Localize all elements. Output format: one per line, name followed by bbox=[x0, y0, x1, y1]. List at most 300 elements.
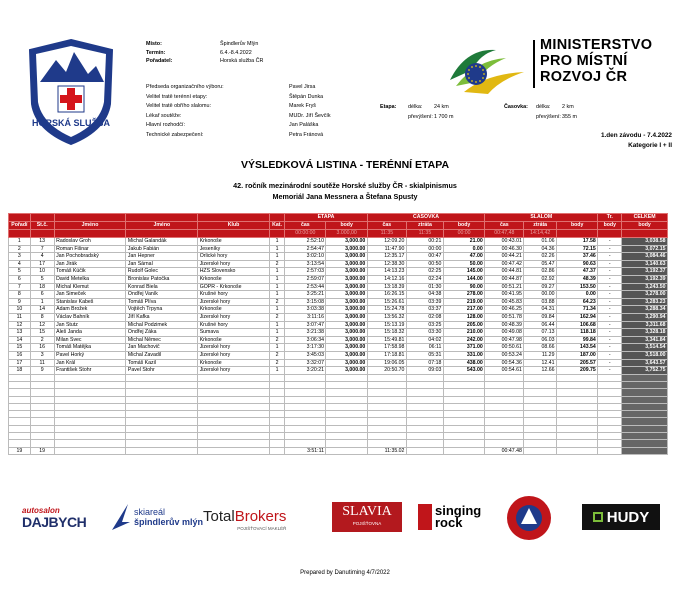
table-cell: 3,140.63 bbox=[622, 260, 668, 268]
table-cell: 1 bbox=[30, 298, 54, 306]
table-cell bbox=[30, 425, 54, 432]
table-cell bbox=[598, 447, 622, 455]
table-row bbox=[9, 238, 668, 246]
column-header: body bbox=[622, 222, 668, 230]
table-cell: Jan Hepner bbox=[126, 253, 198, 261]
sponsor-text: Brokers bbox=[234, 508, 287, 525]
page-title: VÝSLEDKOVÁ LISTINA - TERÉNNÍ ETAPA bbox=[240, 159, 450, 171]
table-cell bbox=[54, 403, 126, 410]
table-cell: Jizerské hory bbox=[198, 298, 270, 306]
table-cell bbox=[285, 425, 326, 432]
table-cell bbox=[54, 389, 126, 396]
table-cell: 15:26.61 bbox=[367, 298, 406, 306]
table-cell bbox=[326, 381, 367, 388]
table-cell bbox=[54, 425, 126, 432]
table-cell: Jan Šárnal bbox=[126, 260, 198, 268]
table-cell: 2 bbox=[269, 260, 284, 268]
table-cell: 11.29 bbox=[524, 351, 557, 359]
table-cell: 11:47.90 bbox=[367, 245, 406, 253]
table-cell: 17 bbox=[9, 359, 31, 367]
table-cell bbox=[598, 374, 622, 381]
etapa-delka: 24 km bbox=[434, 104, 449, 110]
table-cell: 3:21:38 bbox=[285, 329, 326, 337]
table-cell: GOPR - Krkonoše bbox=[198, 283, 270, 291]
ref-cell: 11:35 bbox=[367, 230, 406, 238]
table-row bbox=[9, 313, 668, 321]
table-cell: 209.75 bbox=[556, 367, 597, 375]
table-cell bbox=[406, 425, 443, 432]
group-slalom: SLALOM bbox=[485, 214, 598, 222]
table-row-empty bbox=[9, 418, 668, 425]
table-cell: 3,038.58 bbox=[622, 238, 668, 246]
table-cell bbox=[9, 381, 31, 388]
table-cell: 13 bbox=[30, 238, 54, 246]
table-cell: 3,192.39 bbox=[622, 275, 668, 283]
table-cell: 02:25 bbox=[406, 268, 443, 276]
table-cell: Krušné hory bbox=[198, 291, 270, 299]
table-row-empty bbox=[9, 396, 668, 403]
sponsor-text: DAJBYCH bbox=[22, 514, 87, 530]
table-cell: 3,192.37 bbox=[622, 268, 668, 276]
etapa-label: Etapa: bbox=[380, 104, 397, 110]
table-cell bbox=[485, 418, 524, 425]
table-cell bbox=[9, 425, 31, 432]
sponsor-dajbych bbox=[22, 506, 86, 529]
table-cell: Tomáš Kúčik bbox=[54, 268, 126, 276]
table-cell bbox=[485, 396, 524, 403]
table-cell: 371.00 bbox=[443, 344, 484, 352]
table-cell: Krkonoše bbox=[198, 275, 270, 283]
sponsor-text: HUDY bbox=[606, 508, 650, 526]
table-cell: 3,000.00 bbox=[326, 351, 367, 359]
table-cell: 3,288.34 bbox=[622, 306, 668, 314]
table-cell bbox=[285, 411, 326, 418]
table-cell: 3,000.00 bbox=[326, 359, 367, 367]
table-cell: 3:17:30 bbox=[285, 344, 326, 352]
table-cell: 12:38.30 bbox=[367, 260, 406, 268]
table-cell bbox=[54, 374, 126, 381]
table-cell: 2 bbox=[9, 245, 31, 253]
sponsor-text: singing bbox=[435, 503, 482, 518]
table-cell bbox=[556, 411, 597, 418]
table-cell: 13 bbox=[9, 329, 31, 337]
table-cell: 00.00 bbox=[524, 291, 557, 299]
table-row-empty bbox=[9, 433, 668, 440]
table-cell: HZS Slovensko bbox=[198, 268, 270, 276]
table-cell: - bbox=[598, 313, 622, 321]
table-cell: Tomáš Plíva bbox=[126, 298, 198, 306]
table-cell: 00:44.87 bbox=[485, 275, 524, 283]
table-cell bbox=[485, 389, 524, 396]
table-cell bbox=[406, 411, 443, 418]
table-cell: 04.31 bbox=[524, 306, 557, 314]
table-cell bbox=[54, 447, 126, 455]
table-cell bbox=[367, 411, 406, 418]
table-cell bbox=[524, 447, 557, 455]
table-cell bbox=[198, 396, 270, 403]
table-cell bbox=[556, 381, 597, 388]
table-cell: Tomáš Matějka bbox=[54, 344, 126, 352]
table-cell: Michal Němec bbox=[126, 336, 198, 344]
table-cell: 02.86 bbox=[524, 268, 557, 276]
table-cell: - bbox=[598, 351, 622, 359]
ref-cell: 3.000,00 bbox=[326, 230, 367, 238]
table-cell bbox=[54, 396, 126, 403]
table-cell bbox=[269, 374, 284, 381]
table-cell: 07.13 bbox=[524, 329, 557, 337]
table-row bbox=[9, 321, 668, 329]
table-cell: 438.00 bbox=[443, 359, 484, 367]
table-cell bbox=[556, 447, 597, 455]
table-cell bbox=[326, 411, 367, 418]
table-cell: - bbox=[598, 298, 622, 306]
table-cell: Konrad Biela bbox=[126, 283, 198, 291]
table-cell bbox=[622, 396, 668, 403]
table-cell: Jiří Kafka bbox=[126, 313, 198, 321]
table-cell: 00:51.21 bbox=[485, 283, 524, 291]
table-cell bbox=[285, 374, 326, 381]
table-cell: 3:07:47 bbox=[285, 321, 326, 329]
delka-label: délka: bbox=[408, 104, 423, 110]
column-header: čas bbox=[367, 222, 406, 230]
table-cell: 15:49.81 bbox=[367, 336, 406, 344]
table-cell: 3,278.00 bbox=[622, 291, 668, 299]
table-cell: Václav Bahník bbox=[54, 313, 126, 321]
table-cell bbox=[198, 403, 270, 410]
table-cell: 01.06 bbox=[524, 238, 557, 246]
officials-list bbox=[146, 83, 331, 140]
table-cell: 3,000.00 bbox=[326, 253, 367, 261]
table-cell: Pavel Stohr bbox=[126, 367, 198, 375]
group-tr: Tr. bbox=[598, 214, 622, 222]
table-cell bbox=[326, 403, 367, 410]
table-cell: 2 bbox=[269, 336, 284, 344]
group-casovka: ČASOVKA bbox=[367, 214, 484, 222]
table-cell: 03:25 bbox=[406, 321, 443, 329]
table-cell: 64.23 bbox=[556, 298, 597, 306]
table-cell bbox=[598, 411, 622, 418]
column-header: Pořadí bbox=[9, 222, 31, 230]
table-cell: Bronislav Patočka bbox=[126, 275, 198, 283]
table-cell bbox=[54, 411, 126, 418]
sponsor-text: POJIŠŤOVNA bbox=[352, 521, 382, 526]
table-row-empty bbox=[9, 403, 668, 410]
table-cell bbox=[443, 381, 484, 388]
table-cell bbox=[126, 374, 198, 381]
table-cell bbox=[485, 440, 524, 447]
table-cell: 3:20:21 bbox=[285, 367, 326, 375]
table-cell: 3:11:16 bbox=[285, 313, 326, 321]
table-cell: 4 bbox=[30, 253, 54, 261]
table-cell: - bbox=[598, 260, 622, 268]
table-cell bbox=[406, 447, 443, 455]
table-cell: 3,000.00 bbox=[326, 313, 367, 321]
official-label: Předseda organizačního výboru: bbox=[146, 84, 224, 90]
table-cell: 2:53:44 bbox=[285, 283, 326, 291]
table-cell: 10 bbox=[9, 306, 31, 314]
table-cell bbox=[126, 447, 198, 455]
table-cell bbox=[326, 389, 367, 396]
table-cell bbox=[622, 374, 668, 381]
official-value: Jan Paláška bbox=[289, 122, 319, 128]
table-cell bbox=[598, 433, 622, 440]
table-cell: - bbox=[598, 275, 622, 283]
table-cell bbox=[54, 381, 126, 388]
table-cell: 2 bbox=[269, 359, 284, 367]
table-cell bbox=[326, 396, 367, 403]
table-cell bbox=[367, 403, 406, 410]
table-cell bbox=[524, 425, 557, 432]
table-cell: Krkonoše bbox=[198, 336, 270, 344]
table-cell: 15:18.32 bbox=[367, 329, 406, 337]
table-cell: 05:31 bbox=[406, 351, 443, 359]
table-cell bbox=[126, 403, 198, 410]
sponsor-skiareal bbox=[110, 502, 203, 532]
table-cell bbox=[198, 418, 270, 425]
ministry-line: PRO MÍSTNÍ bbox=[540, 53, 628, 69]
column-header: Jméno bbox=[126, 222, 198, 230]
table-row bbox=[9, 291, 668, 299]
table-cell: 11 bbox=[30, 359, 54, 367]
table-cell bbox=[269, 425, 284, 432]
table-cell bbox=[198, 381, 270, 388]
table-cell bbox=[269, 418, 284, 425]
sponsor-text: POJIŠŤOVACÍ MAKLÉŘ bbox=[237, 526, 287, 531]
table-cell: 2 bbox=[269, 313, 284, 321]
table-cell: 217.00 bbox=[443, 306, 484, 314]
table-cell: 3,290.94 bbox=[622, 313, 668, 321]
table-cell bbox=[406, 374, 443, 381]
table-cell: 3,000.00 bbox=[326, 260, 367, 268]
table-cell: 00:46.30 bbox=[485, 245, 524, 253]
table-row bbox=[9, 359, 668, 367]
table-cell: 219.00 bbox=[443, 298, 484, 306]
table-cell bbox=[598, 396, 622, 403]
table-cell: 47.37 bbox=[556, 268, 597, 276]
table-cell bbox=[598, 440, 622, 447]
table-cell bbox=[406, 403, 443, 410]
column-header: body bbox=[326, 222, 367, 230]
table-cell bbox=[406, 389, 443, 396]
table-cell: - bbox=[598, 253, 622, 261]
table-cell bbox=[54, 418, 126, 425]
table-cell: 3,000.00 bbox=[326, 298, 367, 306]
table-cell: 331.00 bbox=[443, 351, 484, 359]
ministry-line: ROZVOJ ČR bbox=[540, 69, 628, 85]
termin-label: Termín: bbox=[146, 49, 166, 56]
table-cell: Jakub Fabián bbox=[126, 245, 198, 253]
svg-text:HORSKÁ SLUŽBA: HORSKÁ SLUŽBA bbox=[32, 118, 110, 128]
table-cell: 00:44.21 bbox=[485, 253, 524, 261]
event-info bbox=[146, 40, 263, 66]
table-cell bbox=[443, 425, 484, 432]
table-cell: 19 bbox=[9, 447, 31, 455]
table-cell: 162.94 bbox=[556, 313, 597, 321]
table-row-empty bbox=[9, 381, 668, 388]
delka-label: délka: bbox=[536, 104, 551, 110]
table-cell: 03.88 bbox=[524, 298, 557, 306]
ministry-divider bbox=[533, 40, 535, 88]
table-cell bbox=[9, 418, 31, 425]
table-cell: 3,000.00 bbox=[326, 321, 367, 329]
table-group-header bbox=[9, 214, 668, 222]
sponsor-logos bbox=[0, 494, 690, 554]
table-cell: Krkonoše bbox=[198, 359, 270, 367]
table-cell bbox=[30, 389, 54, 396]
table-cell: - bbox=[598, 283, 622, 291]
table-cell bbox=[556, 374, 597, 381]
official-value: Marek Fryš bbox=[289, 103, 316, 109]
table-cell: 72.15 bbox=[556, 245, 597, 253]
table-cell bbox=[443, 389, 484, 396]
table-cell: 2:54:47 bbox=[285, 245, 326, 253]
table-cell: 00:21 bbox=[406, 238, 443, 246]
table-cell bbox=[598, 418, 622, 425]
track-info bbox=[380, 102, 577, 122]
table-cell: 09.84 bbox=[524, 313, 557, 321]
table-cell bbox=[622, 433, 668, 440]
table-cell: 3,514.54 bbox=[622, 344, 668, 352]
table-cell: Jizerské hory bbox=[198, 351, 270, 359]
official-label: Hlavní rozhodčí: bbox=[146, 122, 185, 128]
table-cell bbox=[524, 389, 557, 396]
table-cell: Jan Machovič bbox=[126, 344, 198, 352]
table-cell: 6 bbox=[30, 291, 54, 299]
table-cell bbox=[485, 425, 524, 432]
table-cell: 00:43.01 bbox=[485, 238, 524, 246]
official-label: Velitel tratě terénní etapy: bbox=[146, 93, 208, 100]
table-cell: 3 bbox=[9, 253, 31, 261]
table-cell bbox=[443, 440, 484, 447]
sponsor-hudy bbox=[582, 504, 660, 530]
table-cell: 17:58.98 bbox=[367, 344, 406, 352]
prevyseni-label: převýšení: bbox=[408, 114, 433, 120]
table-cell bbox=[54, 440, 126, 447]
results-table bbox=[8, 213, 668, 455]
column-header: Kat. bbox=[269, 222, 284, 230]
table-cell: Krušné hory bbox=[198, 321, 270, 329]
table-cell bbox=[598, 403, 622, 410]
column-header: body bbox=[443, 222, 484, 230]
sponsor-text: skiareál bbox=[134, 507, 166, 517]
table-cell: Jizerské hory bbox=[198, 260, 270, 268]
table-cell bbox=[269, 381, 284, 388]
table-cell: 144.00 bbox=[443, 275, 484, 283]
table-cell: 8 bbox=[30, 313, 54, 321]
casovka-prevyseni: 355 m bbox=[562, 114, 577, 120]
table-cell bbox=[524, 411, 557, 418]
table-cell: 00:47.42 bbox=[485, 260, 524, 268]
table-cell: 3,000.00 bbox=[326, 238, 367, 246]
casovka-label: Časovka: bbox=[504, 104, 528, 110]
table-cell: 15 bbox=[9, 344, 31, 352]
table-cell: 00:54.61 bbox=[485, 367, 524, 375]
table-cell: 17.58 bbox=[556, 238, 597, 246]
table-cell bbox=[269, 433, 284, 440]
table-cell bbox=[622, 418, 668, 425]
official-value: Petra Fránová bbox=[289, 131, 324, 138]
table-cell: Jeseníky bbox=[198, 245, 270, 253]
table-row bbox=[9, 336, 668, 344]
table-cell: - bbox=[598, 344, 622, 352]
table-cell: Jan Šimeček bbox=[54, 291, 126, 299]
casovka-delka: 2 km bbox=[562, 104, 574, 110]
table-cell bbox=[126, 418, 198, 425]
table-cell: 90.63 bbox=[556, 260, 597, 268]
table-cell: 12:09.20 bbox=[367, 238, 406, 246]
table-cell: 3,000.00 bbox=[326, 344, 367, 352]
official-label: Velitel tratě obřího slalomu: bbox=[146, 103, 212, 109]
table-cell: 3,000.00 bbox=[326, 245, 367, 253]
table-cell bbox=[524, 374, 557, 381]
official-label: Technické zabezpečení: bbox=[146, 131, 204, 138]
table-cell: 3:51:11 bbox=[285, 447, 326, 455]
table-cell: 19:06.05 bbox=[367, 359, 406, 367]
table-cell bbox=[9, 389, 31, 396]
table-cell: 04:02 bbox=[406, 336, 443, 344]
table-cell: 187.00 bbox=[556, 351, 597, 359]
table-cell bbox=[9, 411, 31, 418]
table-cell: 00:47 bbox=[406, 253, 443, 261]
table-cell: Jan Pochobradský bbox=[54, 253, 126, 261]
table-cell bbox=[485, 374, 524, 381]
table-cell bbox=[524, 381, 557, 388]
table-cell: 00:46.25 bbox=[485, 306, 524, 314]
table-cell: 10 bbox=[30, 268, 54, 276]
table-cell bbox=[598, 389, 622, 396]
table-cell: 00:54.36 bbox=[485, 359, 524, 367]
ministry-logo-icon bbox=[446, 40, 528, 98]
column-header: body bbox=[556, 222, 597, 230]
table-cell bbox=[30, 418, 54, 425]
table-cell: 16:26.15 bbox=[367, 291, 406, 299]
table-row-empty bbox=[9, 374, 668, 381]
table-cell bbox=[622, 381, 668, 388]
misto-value: Špindlerův Mlýn bbox=[220, 41, 259, 47]
table-cell bbox=[406, 440, 443, 447]
table-row bbox=[9, 351, 668, 359]
table-cell: Orlické hory bbox=[198, 253, 270, 261]
table-cell: 13:56.32 bbox=[367, 313, 406, 321]
table-row bbox=[9, 253, 668, 261]
table-cell: Radoslav Groh bbox=[54, 238, 126, 246]
table-cell: 5 bbox=[9, 268, 31, 276]
official-value: MUDr. Jiří Ševčík bbox=[289, 112, 331, 119]
table-cell bbox=[126, 411, 198, 418]
table-cell: 1 bbox=[269, 321, 284, 329]
table-cell bbox=[326, 418, 367, 425]
table-cell: 18 bbox=[9, 367, 31, 375]
table-cell: 09:03 bbox=[406, 367, 443, 375]
table-row bbox=[9, 283, 668, 291]
table-cell: 00:44.81 bbox=[485, 268, 524, 276]
table-cell bbox=[30, 411, 54, 418]
table-cell: 3:06:34 bbox=[285, 336, 326, 344]
table-cell: 14 bbox=[9, 336, 31, 344]
table-cell: - bbox=[598, 329, 622, 337]
table-cell: 7 bbox=[9, 283, 31, 291]
table-cell bbox=[622, 389, 668, 396]
table-cell: 03:30 bbox=[406, 329, 443, 337]
table-cell: 6 bbox=[9, 275, 31, 283]
table-cell: 3,000.00 bbox=[326, 306, 367, 314]
table-cell: Aleš Janda bbox=[54, 329, 126, 337]
table-cell: 3:25:21 bbox=[285, 291, 326, 299]
table-cell: 3,311.68 bbox=[622, 321, 668, 329]
table-cell bbox=[30, 374, 54, 381]
table-cell bbox=[556, 403, 597, 410]
table-cell: 12:35.17 bbox=[367, 253, 406, 261]
